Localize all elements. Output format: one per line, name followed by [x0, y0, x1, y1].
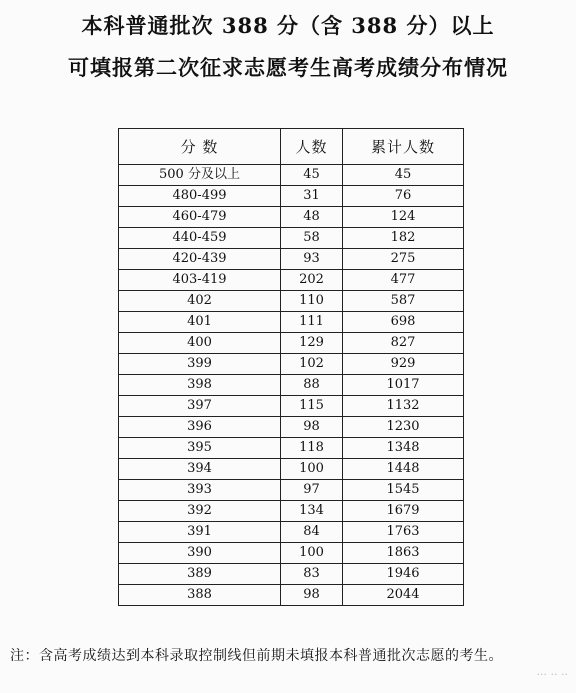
score-cell: 399	[119, 354, 281, 375]
cumulative-cell: 477	[343, 270, 464, 291]
page-title: 本科普通批次 388 分（含 388 分）以上	[81, 13, 495, 38]
score-cell: 398	[119, 375, 281, 396]
count-cell: 134	[281, 501, 343, 522]
table-row	[119, 417, 464, 438]
table-row	[119, 291, 464, 312]
table-row	[119, 543, 464, 564]
count-cell: 98	[281, 585, 343, 606]
cumulative-cell: 1763	[343, 522, 464, 543]
table-row	[119, 522, 464, 543]
count-cell: 115	[281, 396, 343, 417]
score-cell: 460-479	[119, 207, 281, 228]
count-cell: 48	[281, 207, 343, 228]
score-cell: 389	[119, 564, 281, 585]
table-row	[119, 480, 464, 501]
watermark: ··· ·· ··	[536, 668, 568, 681]
cumulative-cell: 929	[343, 354, 464, 375]
score-cell: 394	[119, 459, 281, 480]
cumulative-cell: 1017	[343, 375, 464, 396]
count-cell: 97	[281, 480, 343, 501]
score-cell: 395	[119, 438, 281, 459]
count-cell: 98	[281, 417, 343, 438]
count-cell: 93	[281, 249, 343, 270]
cumulative-cell: 45	[343, 165, 464, 186]
score-cell: 393	[119, 480, 281, 501]
count-cell: 129	[281, 333, 343, 354]
score-cell: 400	[119, 333, 281, 354]
score-cell: 388	[119, 585, 281, 606]
score-cell: 391	[119, 522, 281, 543]
table-row	[119, 270, 464, 291]
table-row	[119, 228, 464, 249]
table-row	[119, 354, 464, 375]
cumulative-cell: 698	[343, 312, 464, 333]
cumulative-cell: 1132	[343, 396, 464, 417]
count-cell: 100	[281, 459, 343, 480]
column-header-count: 人数	[281, 129, 343, 165]
table-row	[119, 585, 464, 606]
table-header-row	[119, 129, 464, 165]
cumulative-cell: 124	[343, 207, 464, 228]
count-cell: 58	[281, 228, 343, 249]
cumulative-cell: 1679	[343, 501, 464, 522]
cumulative-cell: 2044	[343, 585, 464, 606]
count-cell: 102	[281, 354, 343, 375]
table-row	[119, 165, 464, 186]
score-distribution-table	[118, 128, 464, 606]
table-row	[119, 396, 464, 417]
score-cell: 401	[119, 312, 281, 333]
score-cell: 440-459	[119, 228, 281, 249]
score-cell: 403-419	[119, 270, 281, 291]
page-subtitle: 可填报第二次征求志愿考生高考成绩分布情况	[68, 55, 508, 80]
score-cell: 396	[119, 417, 281, 438]
table-row	[119, 207, 464, 228]
score-cell: 397	[119, 396, 281, 417]
cumulative-cell: 275	[343, 249, 464, 270]
cumulative-cell: 1448	[343, 459, 464, 480]
footnote: 注：含高考成绩达到本科录取控制线但前期未填报本科普通批次志愿的考生。	[10, 648, 503, 664]
score-cell: 402	[119, 291, 281, 312]
cumulative-cell: 1545	[343, 480, 464, 501]
count-cell: 110	[281, 291, 343, 312]
cumulative-cell: 76	[343, 186, 464, 207]
cumulative-cell: 1348	[343, 438, 464, 459]
count-cell: 202	[281, 270, 343, 291]
table-row	[119, 312, 464, 333]
score-cell: 480-499	[119, 186, 281, 207]
cumulative-cell: 587	[343, 291, 464, 312]
table-row	[119, 501, 464, 522]
count-cell: 88	[281, 375, 343, 396]
score-cell: 390	[119, 543, 281, 564]
score-cell: 420-439	[119, 249, 281, 270]
cumulative-cell: 182	[343, 228, 464, 249]
table-row	[119, 459, 464, 480]
score-cell: 500 分及以上	[119, 165, 281, 186]
count-cell: 84	[281, 522, 343, 543]
cumulative-cell: 1946	[343, 564, 464, 585]
table-row	[119, 438, 464, 459]
count-cell: 111	[281, 312, 343, 333]
table-row	[119, 186, 464, 207]
table-row	[119, 375, 464, 396]
cumulative-cell: 1863	[343, 543, 464, 564]
cumulative-cell: 827	[343, 333, 464, 354]
table-row	[119, 564, 464, 585]
count-cell: 83	[281, 564, 343, 585]
score-cell: 392	[119, 501, 281, 522]
column-header-score: 分 数	[119, 129, 281, 165]
cumulative-cell: 1230	[343, 417, 464, 438]
count-cell: 45	[281, 165, 343, 186]
count-cell: 118	[281, 438, 343, 459]
count-cell: 31	[281, 186, 343, 207]
table-row	[119, 249, 464, 270]
table-row	[119, 333, 464, 354]
column-header-cumulative: 累计人数	[343, 129, 464, 165]
count-cell: 100	[281, 543, 343, 564]
